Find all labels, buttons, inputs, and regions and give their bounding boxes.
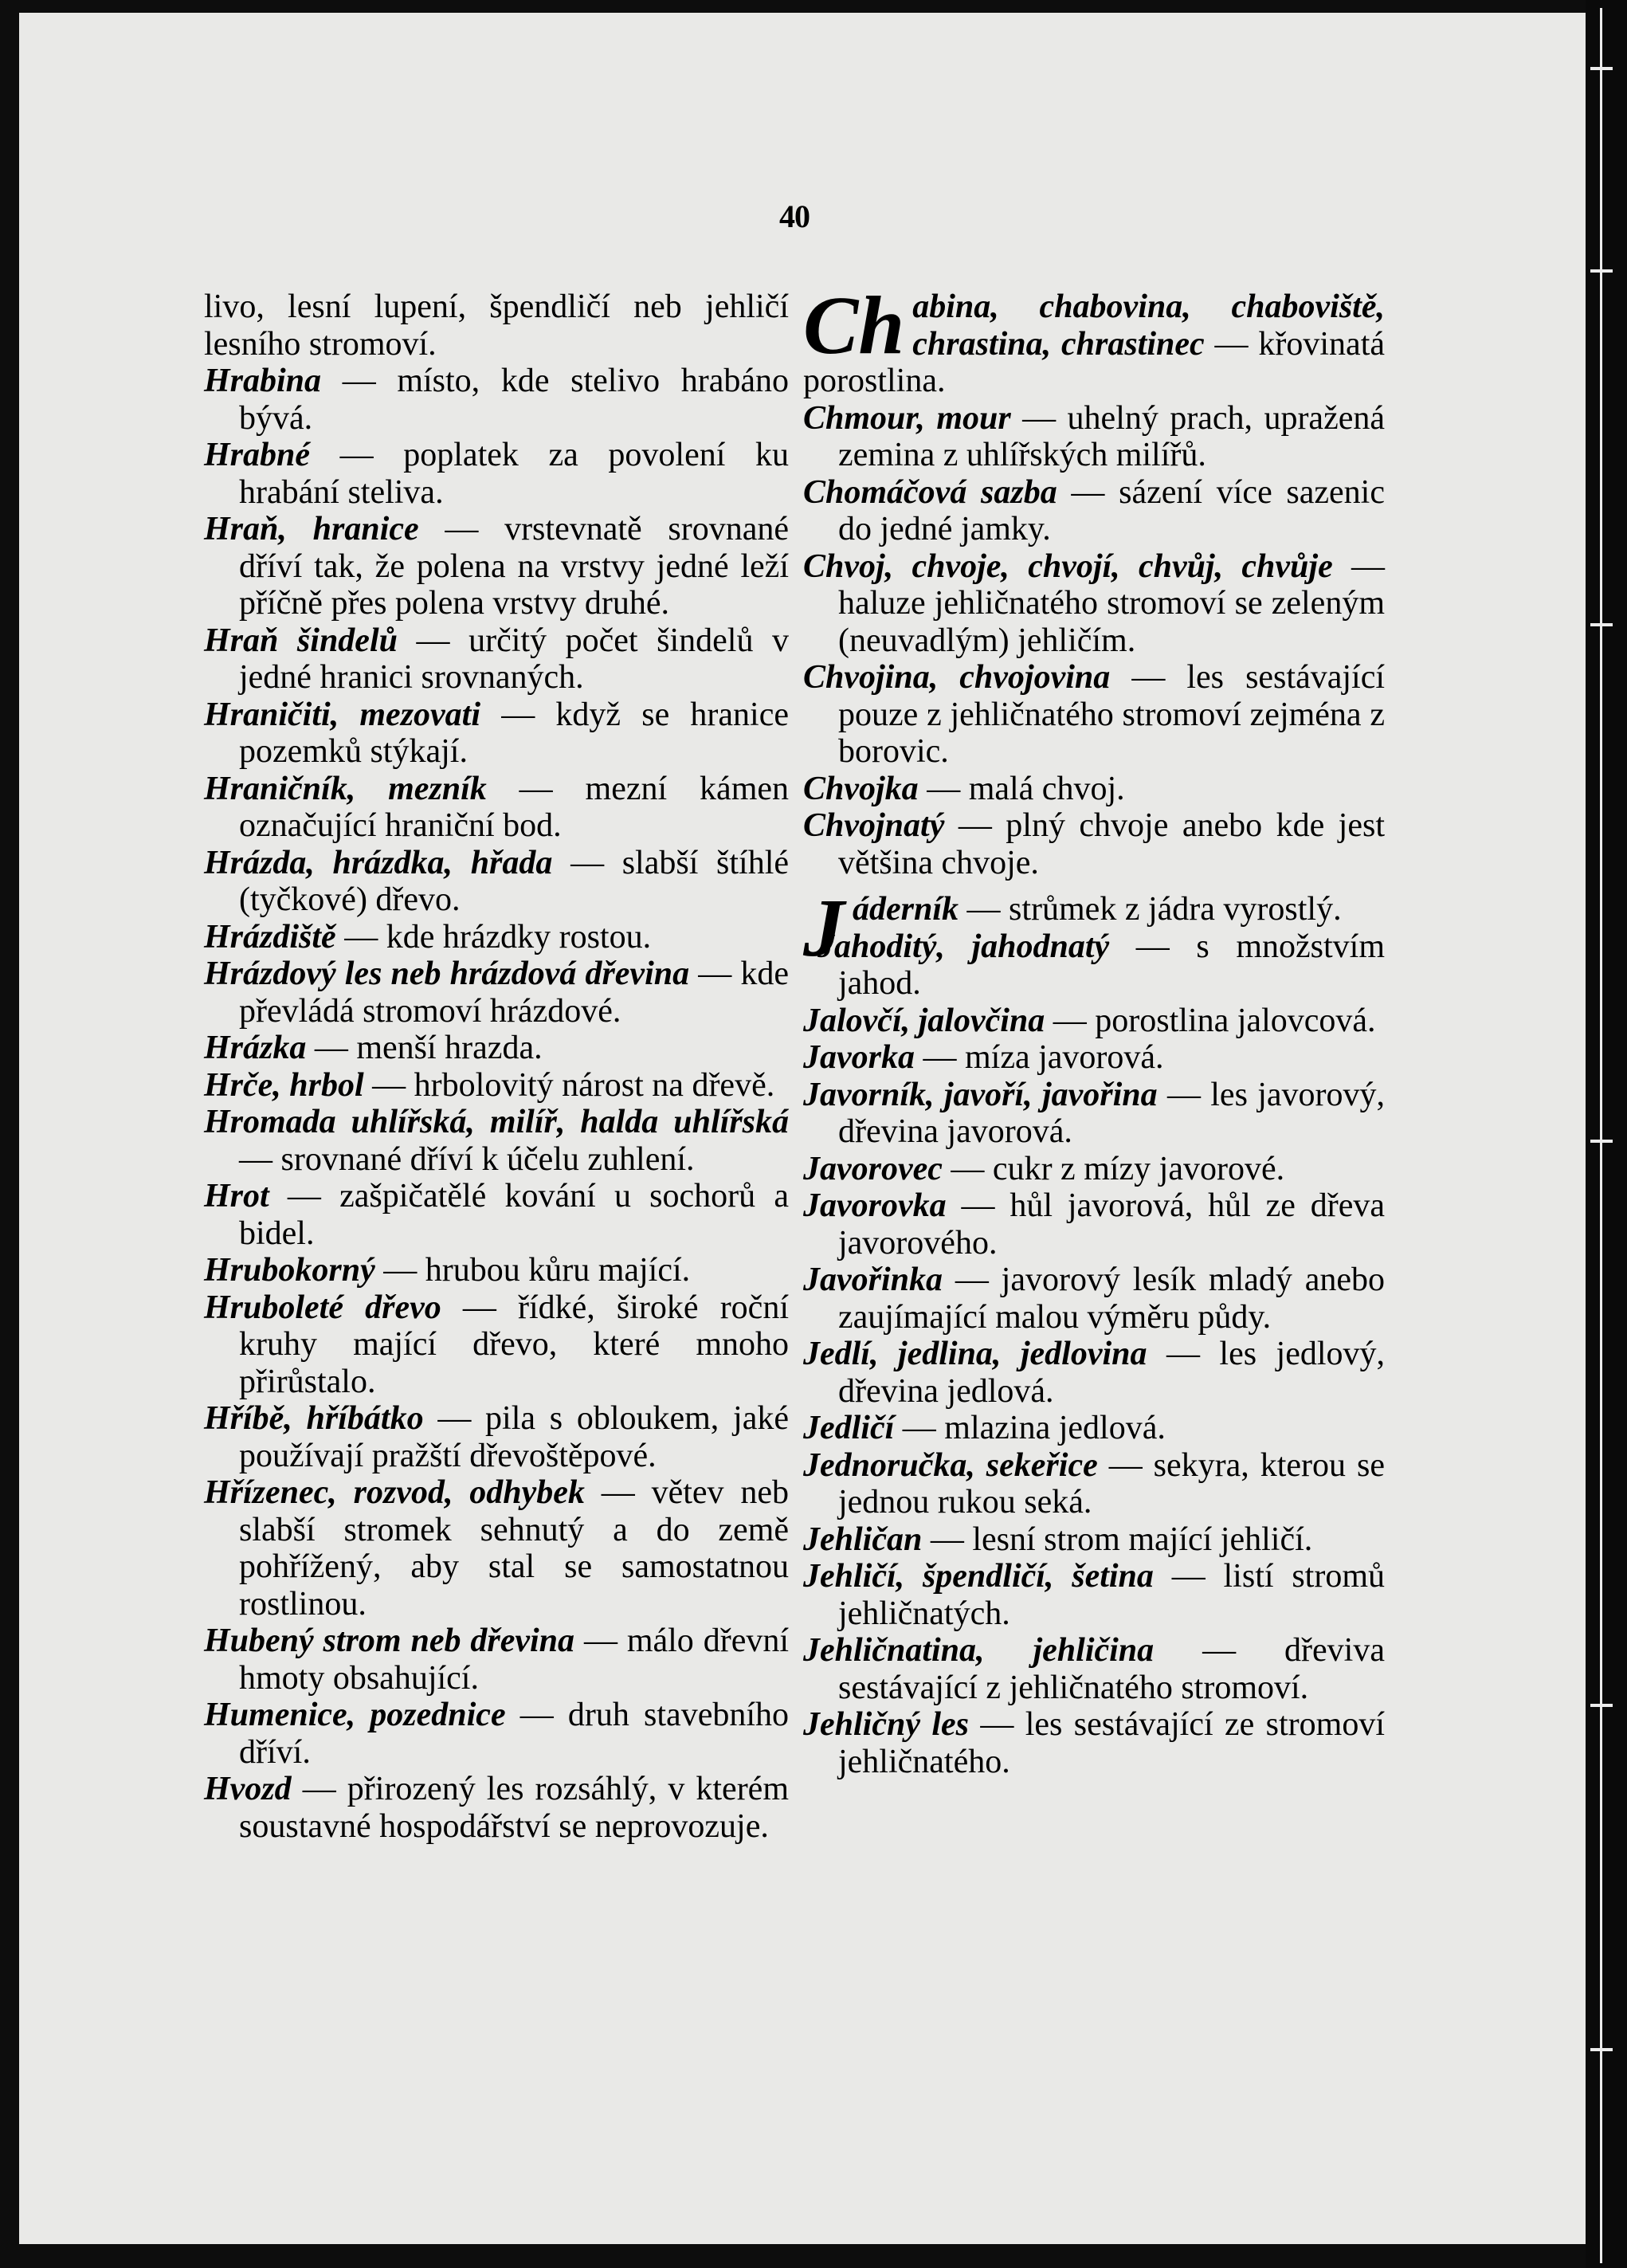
dictionary-entry bbox=[803, 1558, 1385, 1632]
entry-term: Hruboleté dřevo bbox=[204, 1289, 441, 1326]
entry-term: áderník bbox=[853, 891, 959, 928]
entry-term: Javořinka bbox=[803, 1262, 943, 1298]
entry-term: Chomáčová sazba bbox=[803, 473, 1057, 511]
entry-term: Hrabina bbox=[204, 363, 322, 399]
dictionary-entry bbox=[803, 1077, 1385, 1151]
entry-term: Javorovec bbox=[803, 1150, 943, 1187]
entry-term: Hrázka bbox=[204, 1030, 307, 1066]
entry-definition: — sázení více sazenic do jedné jamky. bbox=[838, 473, 1385, 547]
entry-definition: — větev neb slabší stromek sehnutý a do země pohřížený, aby stal se samostatnou rostlinou. bbox=[239, 1474, 790, 1623]
entry-term: Javorník, javoří, javořina bbox=[803, 1076, 1158, 1113]
entry-definition: — pila s obloukem, jaké používají pražští dřevoštěpové. bbox=[239, 1400, 789, 1474]
dictionary-entry bbox=[204, 1178, 789, 1252]
entry-definition: — vrstevnatě srovnané dříví tak, že polena na vrstvy jedné leží příčně přes polena vrstvy druhé. bbox=[239, 511, 789, 622]
right-entry-list-a bbox=[803, 400, 1385, 882]
entry-definition: — kde převládá stromoví hrázdové. bbox=[239, 955, 789, 1030]
left-column bbox=[204, 288, 789, 1845]
entry-term: Jehličí, špendličí, šetina bbox=[803, 1558, 1154, 1595]
dictionary-entry bbox=[803, 400, 1385, 474]
entry-definition: — dřeviva sestávající z jehličnatého stromoví. bbox=[838, 1632, 1385, 1706]
page-number: 40 bbox=[779, 198, 810, 234]
edge-tick bbox=[1590, 623, 1613, 626]
dictionary-entry bbox=[204, 1623, 789, 1697]
dictionary-entry bbox=[204, 845, 789, 919]
entry-term: Chvojina, chvojovina bbox=[803, 659, 1111, 696]
dictionary-entry bbox=[204, 1771, 789, 1845]
entry-term: Hříbě, hříbátko bbox=[204, 1400, 424, 1437]
entry-definition: — strůmek z jádra vyrostlý. bbox=[966, 891, 1342, 928]
dictionary-entry bbox=[803, 1447, 1385, 1521]
entry-term: Chvojnatý bbox=[803, 807, 945, 844]
dictionary-entry bbox=[803, 548, 1385, 660]
dictionary-entry bbox=[204, 622, 789, 696]
dictionary-entry bbox=[803, 1706, 1385, 1780]
edge-tick bbox=[1590, 67, 1613, 70]
dictionary-entry bbox=[204, 1474, 789, 1623]
dictionary-entry bbox=[803, 659, 1385, 771]
entry-term: Hvozd bbox=[204, 1771, 292, 1807]
entry-definition: — srovnané dříví k účelu zuhlení. bbox=[239, 1140, 695, 1178]
entry-term: Hrázdový les neb hrázdová dřevina bbox=[204, 955, 690, 992]
entry-definition: — malá chvoj. bbox=[927, 770, 1125, 807]
entry-term: Humenice, pozednice bbox=[204, 1697, 506, 1733]
entry-definition: — poplatek za povolení ku hrabání steliva. bbox=[239, 437, 789, 511]
right-column bbox=[803, 280, 1386, 1780]
entry-definition: — zašpičatělé kování u sochorů a bidel. bbox=[239, 1178, 789, 1252]
entry-definition: — les javorový, dřevina javorová. bbox=[838, 1076, 1386, 1150]
edge-tick bbox=[1590, 269, 1613, 273]
entry-term: Hraničník, mezník bbox=[204, 770, 487, 807]
dictionary-entry bbox=[803, 1151, 1385, 1188]
entry-definition: — menší hrazda. bbox=[314, 1030, 543, 1066]
entry-term: Hraň šindelů bbox=[204, 622, 398, 659]
entry-term: Javorovka bbox=[803, 1187, 947, 1224]
entry-term: Hrot bbox=[204, 1178, 269, 1214]
dictionary-entry bbox=[803, 807, 1385, 881]
entry-term: Jedličí bbox=[803, 1410, 895, 1446]
entry-term: Hrabné bbox=[204, 437, 311, 473]
entry-term: Chmour, mour bbox=[803, 399, 1011, 437]
dictionary-entry bbox=[204, 771, 789, 845]
entry-term: Hromada uhlířská, milíř, halda uhlířská bbox=[204, 1104, 789, 1140]
dictionary-entry bbox=[204, 1030, 789, 1067]
edge-tick bbox=[1590, 2048, 1613, 2051]
dictionary-entry bbox=[803, 928, 1385, 1003]
entry-term: Chvojka bbox=[803, 770, 919, 807]
entry-definition: — cukr z mízy javorové. bbox=[951, 1150, 1285, 1187]
dictionary-entry bbox=[204, 955, 789, 1030]
edge-tick bbox=[1590, 1140, 1613, 1143]
dictionary-entry bbox=[803, 1003, 1385, 1040]
right-entry-list-b bbox=[803, 928, 1385, 1781]
dictionary-entry bbox=[803, 1521, 1385, 1559]
entry-term: Jalovčí, jalovčina bbox=[803, 1002, 1045, 1039]
entry-definition: — les jedlový, dřevina jedlová. bbox=[838, 1336, 1386, 1410]
page-edge bbox=[1586, 0, 1627, 2268]
dictionary-entry bbox=[803, 1262, 1385, 1336]
dictionary-entry bbox=[204, 1400, 789, 1474]
entry-term: Jehličan bbox=[803, 1521, 923, 1558]
entry-definition: — přirozený les rozsáhlý, v kterém soustavné hospodářství se neprovozuje. bbox=[239, 1771, 789, 1845]
entry-definition: — haluze jehličnatého stromoví se zeleným (neuvadlým) jehličím. bbox=[838, 547, 1385, 659]
entry-definition: — les sestávající ze stromoví jehličnatého. bbox=[838, 1706, 1385, 1780]
entry-definition: — určitý počet šindelů v jedné hranici srovnaných. bbox=[239, 622, 789, 696]
entry-term: abina, chabovina, chaboviště, chrastina, chrastinec bbox=[912, 288, 1385, 363]
dictionary-entry bbox=[204, 437, 789, 511]
continuation-text: livo, lesní lupení, špendličí neb jehličí lesního stromoví. bbox=[204, 288, 789, 363]
dictionary-entry bbox=[803, 771, 1385, 808]
entry-term: Hrázda, hrázdka, hřada bbox=[204, 844, 553, 881]
entry-term: Hubený strom neb dřevina bbox=[204, 1623, 575, 1659]
dictionary-entry bbox=[803, 1187, 1385, 1262]
left-entry-list bbox=[204, 363, 789, 1845]
entry-definition: — kde hrázdky rostou. bbox=[344, 918, 652, 955]
dictionary-entry bbox=[204, 363, 789, 437]
dictionary-entry bbox=[204, 1289, 789, 1401]
entry-definition: — mezní kámen označující hraniční bod. bbox=[239, 770, 790, 844]
entry-term: Jehličnatina, jehličina bbox=[803, 1632, 1155, 1669]
entry-term: Hrázdiště bbox=[204, 918, 336, 955]
entry-definition: — hrubou kůru mající. bbox=[383, 1252, 691, 1289]
entry-term: Hrubokorný bbox=[204, 1252, 375, 1289]
entry-definition: — slabší štíhlé (tyčkové) dřevo. bbox=[239, 844, 790, 918]
entry-term: Chvoj, chvoje, chvojí, chvůj, chvůje bbox=[803, 547, 1333, 585]
dictionary-entry bbox=[204, 511, 789, 622]
dictionary-entry bbox=[803, 1039, 1385, 1077]
entry-definition: — sekyra, kterou se jednou rukou seká. bbox=[838, 1446, 1385, 1521]
dictionary-entry bbox=[803, 1632, 1385, 1706]
entry-definition: — křovinatá porostlina. bbox=[803, 325, 1386, 399]
dictionary-entry bbox=[204, 919, 789, 956]
entry-definition: — listí stromů jehličnatých. bbox=[838, 1558, 1385, 1632]
entry-definition: — s množstvím jahod. bbox=[838, 928, 1385, 1002]
dictionary-entry bbox=[204, 1067, 789, 1105]
entry-definition: — porostlina jalovcová. bbox=[1053, 1002, 1376, 1039]
entry-term: Hraničiti, mezovati bbox=[204, 696, 481, 733]
dropcap-letter: J bbox=[803, 882, 845, 974]
entry-term: Hřízenec, rozvod, odhybek bbox=[204, 1474, 585, 1511]
entry-term: Jednoručka, sekeřice bbox=[803, 1446, 1098, 1484]
entry-definition: — když se hranice pozemků stýkají. bbox=[239, 696, 789, 770]
dictionary-entry bbox=[204, 696, 789, 771]
entry-definition: — málo dřevní hmoty obsahující. bbox=[239, 1623, 790, 1697]
entry-definition: — uhelný prach, upražená zemina z uhlířských milířů. bbox=[838, 399, 1386, 473]
entry-definition: — lesní strom mající jehličí. bbox=[930, 1521, 1313, 1558]
entry-definition: — plný chvoje anebo kde jest většina chvoje. bbox=[838, 807, 1386, 881]
edge-tick bbox=[1590, 1704, 1613, 1707]
entry-term: Hrče, hrbol bbox=[204, 1066, 364, 1104]
entry-definition: — hůl javorová, hůl ze dřeva javorového. bbox=[838, 1187, 1385, 1262]
entry-definition: — les sestávající pouze z jehličnatého stromoví zejména z borovic. bbox=[838, 659, 1386, 770]
entry-definition: — mlazina jedlová. bbox=[902, 1410, 1166, 1446]
dictionary-entry bbox=[803, 474, 1385, 548]
entry-definition: — místo, kde stelivo hrabáno bývá. bbox=[239, 363, 789, 437]
dictionary-entry bbox=[204, 1104, 789, 1178]
entry-definition: — javorový lesík mladý anebo zaujímající malou výměru půdy. bbox=[838, 1262, 1386, 1336]
entry-term: Jahoditý, jahodnatý bbox=[817, 928, 1110, 965]
entry-term: Jedlí, jedlina, jedlovina bbox=[803, 1336, 1147, 1372]
entry-term: Javorka bbox=[803, 1039, 915, 1076]
dictionary-entry bbox=[803, 1410, 1385, 1447]
entry-definition: — hrbolovitý nárost na dřevě. bbox=[372, 1066, 775, 1104]
dropcap-entry-ch bbox=[803, 280, 1386, 400]
dropcap-letter: Ch bbox=[803, 280, 905, 371]
dictionary-entry bbox=[204, 1697, 789, 1771]
entry-term: Jehličný les bbox=[803, 1706, 969, 1743]
edge-line bbox=[1600, 8, 1602, 2263]
entry-term: Hraň, hranice bbox=[204, 511, 419, 547]
entry-definition: — druh stavebního dříví. bbox=[239, 1697, 789, 1771]
dictionary-entry bbox=[204, 1252, 789, 1289]
dictionary-entry bbox=[803, 1336, 1385, 1410]
entry-definition: — řídké, široké roční kruhy mající dřevo, které mnoho přirůstalo. bbox=[239, 1289, 789, 1400]
entry-definition: — míza javorová. bbox=[923, 1039, 1164, 1076]
